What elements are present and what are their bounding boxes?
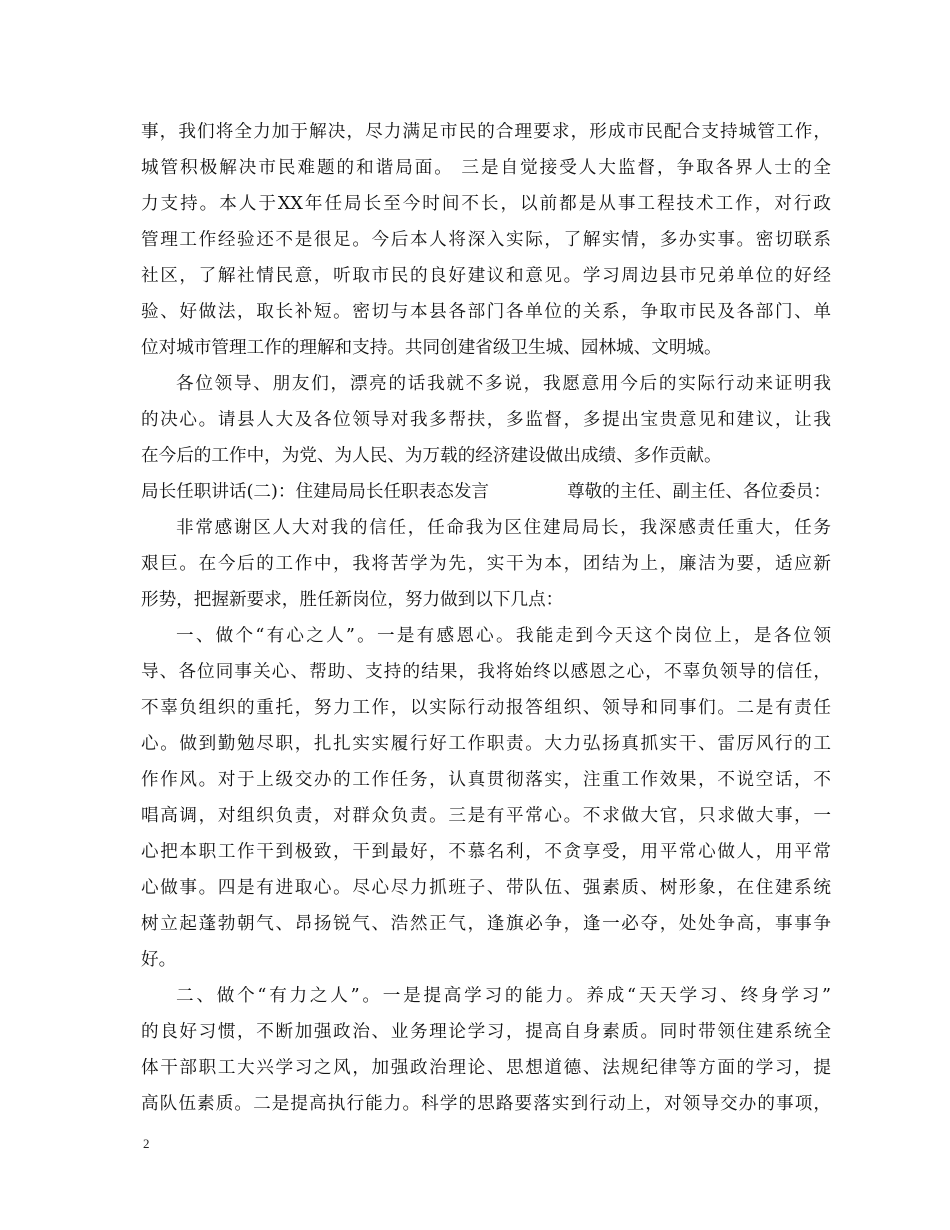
text-line: 树立起蓬勃朝气、昂扬锐气、浩然正气，逢旗必争，逢一必夺，处处争高，事事争 (141, 914, 831, 934)
text-line: 一、做个“有心之人”。一是有感恩心。我能走到今天这个岗位上，是各位领 (176, 626, 831, 646)
paragraph (141, 510, 831, 618)
section-heading: 局长任职讲话(二)：住建局局长任职表态发言 (141, 482, 490, 502)
text-line: 在今后的工作中，为党、为人民、为万载的经济建设做出成绩、多作贡献。 (141, 446, 722, 466)
text-line: 唱高调，对组织负责，对群众负责。三是有平常心。不求做大官，只求做大事，一 (141, 806, 831, 826)
section-heading-row (141, 474, 831, 510)
text-line: 形势，把握新要求，胜任新岗位，努力做到以下几点： (141, 590, 564, 610)
text-line: 力支持。本人于XX年任局长至今时间不长，以前都是从事工程技术工作，对行政 (141, 194, 831, 214)
text-line: 高队伍素质。二是提高执行能力。科学的思路要落实到行动上，对领导交办的事项， (141, 1094, 831, 1114)
paragraph (141, 618, 831, 978)
text-line: 艰巨。在今后的工作中，我将苦学为先，实干为本，团结为上，廉洁为要，适应新 (141, 554, 831, 574)
text-line: 非常感谢区人大对我的信任，任命我为区住建局局长，我深感责任重大，任务 (176, 518, 831, 538)
text-line: 位对城市管理工作的理解和支持。共同创建省级卫生城、园林城、文明城。 (141, 338, 722, 358)
text-line: 不辜负组织的重托，努力工作，以实际行动报答组织、领导和同事们。二是有责任 (141, 698, 831, 718)
text-line: 导、各位同事关心、帮助、支持的结果，我将始终以感恩之心，不辜负领导的信任， (141, 662, 831, 682)
text-line: 验、好做法，取长补短。密切与本县各部门各单位的关系，争取市民及各部门、单 (141, 302, 831, 322)
text-line: 心。做到勤勉尽职，扎扎实实履行好工作职责。大力弘扬真抓实干、雷厉风行的工 (141, 734, 831, 754)
text-line: 二、做个“有力之人”。一是提高学习的能力。养成“天天学习、终身学习” (176, 986, 831, 1006)
paragraph (141, 366, 831, 474)
paragraph (141, 114, 831, 366)
paragraph (141, 978, 831, 1122)
text-line: 社区，了解社情民意，听取市民的良好建议和意见。学习周边县市兄弟单位的好经 (141, 266, 831, 286)
text-line: 好。 (141, 950, 177, 970)
text-line: 管理工作经验还不是很足。今后本人将深入实际，了解实情，多办实事。密切联系 (141, 230, 831, 250)
text-line: 体干部职工大兴学习之风，加强政治理论、思想道德、法规纪律等方面的学习，提 (141, 1058, 831, 1078)
text-line: 事，我们将全力加于解决，尽力满足市民的合理要求，形成市民配合支持城管工作， (141, 122, 831, 142)
text-line: 心做事。四是有进取心。尽心尽力抓班子、带队伍、强素质、树形象，在住建系统 (141, 878, 831, 898)
text-line: 各位领导、朋友们，漂亮的话我就不多说，我愿意用今后的实际行动来证明我 (176, 374, 831, 394)
text-line: 的良好习惯，不断加强政治、业务理论学习，提高自身素质。同时带领住建系统全 (141, 1022, 831, 1042)
text-line: 作作风。对于上级交办的工作任务，认真贯彻落实，注重工作效果，不说空话，不 (141, 770, 831, 790)
text-line: 心把本职工作干到极致，干到最好，不慕名利，不贪享受，用平常心做人，用平常 (141, 842, 831, 862)
salutation: 尊敬的主任、副主任、各位委员： (567, 482, 831, 502)
text-line: 城管积极解决市民难题的和谐局面。 三是自觉接受人大监督，争取各界人士的全 (141, 158, 831, 178)
text-line: 的决心。请县人大及各位领导对我多帮扶，多监督，多提出宝贵意见和建议，让我 (141, 410, 831, 430)
page-number: 2 (143, 1136, 150, 1151)
document-body (141, 114, 831, 1122)
